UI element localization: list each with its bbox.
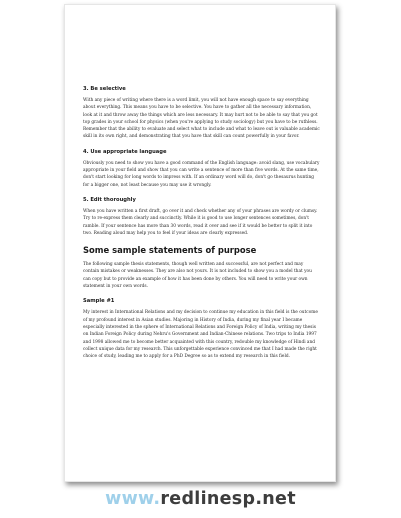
section-paragraph-appropriate-language: Obviously you need to show you have a good command of the English language: avoid slang, use vocabulary appropriate in your field and show that you can write a sentence of more than five words. At the same time, don't start looking for long words to impress with. If an ordinary word will do, don't go thesaurus hunting for a bigger one, not least because you may use it wrongly. [83,160,320,188]
section-heading-edit-thoroughly: 5. Edit thoroughly [83,196,136,203]
section-paragraph-edit-thoroughly: When you have written a first draft, go over it and check whether any of your phrases are wordy or clumsy. Try to re-express them clearly and succinctly. While it is good to use longer sentences sometimes, don't ramble. If your sentence has more than 30 words, read it over and see if it would be better to split it into two. Reading aloud may help you to feel if your ideas are clearly expressed. [83,208,318,236]
samples-intro-paragraph: The following sample thesis statements, though well written and successful, are not perfect and may contain mistakes or weaknesses. They are also not yours. It is not included to show you a model that you can copy but to provide an example of how it has been done by others. You will need to write your own statement in your own words. [83,262,312,290]
sample-1-heading: Sample #1 [83,298,115,305]
watermark-url [0,489,401,509]
watermark-prefix: www. [105,489,161,509]
watermark-domain: redlinesp.net [160,489,296,509]
sample-1-paragraph: My interest in International Relations and my decision to continue my education in this field is the outcome of my profound interest in Asian studies. Majoring in History of India, during my final year I became especially interested in the sphere of International Relations and Foreign Policy of India, writing my thesis on Indian Foreign Policy during Nehru's Government and Indian-Chinese relations. Two trips to India 1997 and 1998 allowed me to become better acquainted with this country, redouble my knowledge of Hindi and collect unique data for my research. This unforgettable experience convinced me that I had made the right choice of study, leading me to apply for a PhD Degree so as to extend my research in this field. [83,310,318,360]
section-heading-appropriate-language: 4. Use appropriate language [83,148,167,155]
document-body [83,86,320,368]
document-page [64,4,336,482]
section-paragraph-be-selective: With any piece of writing where there is a word limit, you will not have enough space to say everything about everything. This means you have to be selective. You have to gather all the necessary information, look at it and throw away the things which are less necessary. It may hurt not to be able to say that you got top grades in your school for physics (when you're applying to study sociology) but you have to be ruthless. Remember that the ability to evaluate and select what to include and what to leave out is valuable academic skill in its own right, and demonstrating that you have that skill can count powerfully in your favor. [83,98,320,140]
samples-heading: Some sample statements of purpose [83,245,257,256]
section-heading-be-selective: 3. Be selective [83,86,126,92]
